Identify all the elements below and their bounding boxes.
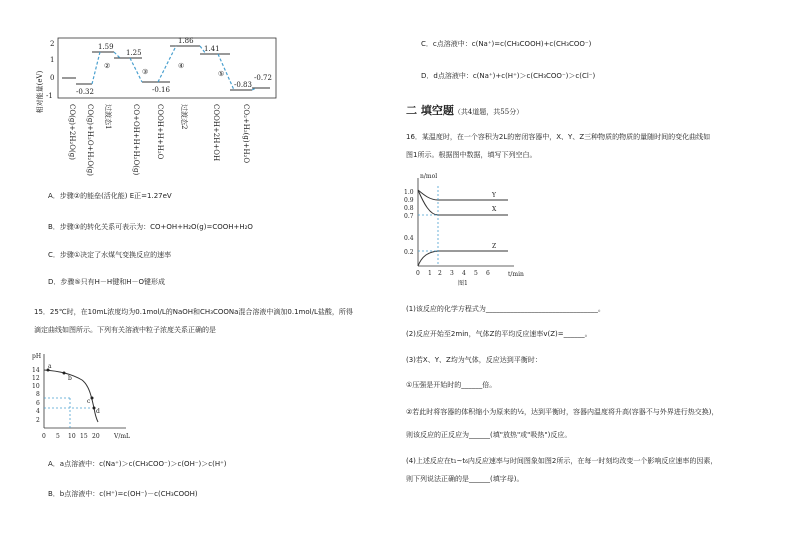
fig1-caption: 图1 [458, 280, 468, 287]
ph-y-tick: 14 [32, 367, 40, 374]
point-label-c: c [87, 398, 91, 405]
species-label: CO(g)+H₂O+H₂O(g) [86, 104, 94, 177]
series-label-z: Z [492, 243, 497, 250]
species-label: COOH+2H+OH [212, 104, 220, 162]
q14-option-b: B．步骤③的转化关系可表示为：CO+OH+H₂O(g)=COOH+H₂O [48, 223, 253, 231]
ph-x-tick: 15 [80, 433, 88, 440]
fig1-x-tick: 1 [428, 270, 432, 277]
energy-y-tick: 1 [50, 56, 55, 64]
ph-titration-chart [30, 350, 140, 442]
q16-sub1: (1)该反应的化学方程式为________________________________。 [406, 305, 605, 313]
point-label-d: d [96, 408, 100, 415]
energy-value: -0.72 [254, 74, 272, 82]
q16-sub4-line1: (4)上述反应在t₁~t₆内反应速率与时间图象如图2所示，在每一时刻均改变一个影响反应速率的因素， [406, 457, 718, 465]
q16-sub2: (2)反应开始至2min，气体Z的平均反应速率v(Z)=______。 [406, 330, 592, 338]
q16-stem-line1: 16．某温度时，在一个容积为2L的密闭容器中，X、Y、Z三种物质的物质的量随时间的变化曲线如 [406, 133, 711, 141]
fig1-y-tick: 0.4 [404, 235, 414, 242]
energy-value: -0.32 [76, 88, 94, 96]
q15-option-c: C．c点溶液中：c(Na⁺)=c(CH₃COOH)+c(CH₃COO⁻) [421, 40, 592, 48]
fig1-x-tick: 6 [486, 270, 490, 277]
ph-y-tick: 2 [36, 417, 40, 424]
fig1-y-tick: 0.9 [404, 197, 414, 204]
fig1-y-tick: 0.8 [404, 205, 414, 212]
fig1-y-tick: 1.0 [404, 189, 414, 196]
step-label: ④ [178, 62, 185, 70]
ph-y-label: pH [32, 353, 42, 360]
ph-y-tick: 6 [36, 400, 40, 407]
species-label: CO+OH+H+H₂O(g) [132, 104, 140, 176]
energy-value: 1.59 [98, 43, 114, 51]
q16-sub4-line2: 则下列说法正确的是______(填字母)。 [406, 475, 524, 483]
q15-option-b: B．b点溶液中：c(H⁺)=c(OH⁻)－c(CH₃COOH) [48, 490, 198, 498]
energy-value: -0.83 [234, 81, 252, 89]
q14-option-c: C．步骤①决定了水煤气变换反应的速率 [48, 251, 172, 259]
ph-x-label: V/mL [114, 433, 131, 440]
energy-y-tick: 2 [50, 40, 55, 48]
fig1-y-label: n/mol [420, 173, 438, 180]
step-label: ② [104, 62, 111, 70]
series-label-y: Y [492, 192, 496, 199]
q16-sub3a: ①压强是开始时的______倍。 [406, 381, 497, 389]
section-heading [406, 102, 523, 118]
fig1-y-tick: 0.2 [404, 249, 414, 256]
q14-option-a: A．步骤②的能垒(活化能) E正=1.27eV [48, 192, 172, 200]
fig1-x-tick: 0 [416, 270, 420, 277]
energy-value: 1.41 [204, 45, 220, 53]
step-label: ⑤ [218, 70, 225, 78]
energy-value: 1.25 [126, 49, 142, 57]
energy-value: -0.16 [152, 86, 170, 94]
section-title: 二 填空题 [406, 104, 454, 117]
q16-sub3: (3)若X、Y、Z均为气体，反应达到平衡时： [406, 356, 542, 364]
energy-y-label: 相对能量(eV) [36, 70, 44, 114]
ph-x-tick: 10 [68, 433, 76, 440]
species-label: 过渡态1 [104, 104, 112, 130]
figure-1-chart [404, 172, 534, 288]
point-label-b: b [68, 375, 72, 382]
species-label: CO₂+H₂(g)+H₂O [242, 104, 250, 164]
q15-stem-line1: 15．25℃时，在10mL浓度均为0.1mol/L的NaOH和CH₃COONa混合溶液中滴加0.1mol/L盐酸，所得 [34, 308, 353, 316]
series-label-x: X [492, 206, 497, 213]
q15-stem-line2: 滴定曲线如图所示。下列有关溶液中粒子浓度关系正确的是 [34, 326, 216, 334]
point-c-marker [91, 397, 94, 400]
energy-path [92, 46, 256, 90]
point-b-marker [63, 372, 66, 375]
ph-y-tick: 12 [32, 375, 40, 382]
point-label-a: a [48, 363, 52, 370]
ph-x-tick: 5 [56, 433, 60, 440]
species-label: 过渡态2 [180, 104, 188, 130]
ph-x-tick: 20 [92, 433, 100, 440]
series-z-line [418, 251, 508, 266]
ph-y-tick: 8 [36, 391, 40, 398]
energy-value: 1.86 [178, 37, 194, 45]
q16-stem-line2: 图1所示。根据图中数据，填写下列空白。 [406, 151, 537, 159]
fig1-x-tick: 5 [474, 270, 478, 277]
ph-y-tick: 4 [36, 408, 40, 415]
q15-option-a: A．a点溶液中：c(Na⁺)＞c(CH₃COO⁻)＞c(OH⁻)＞c(H⁺) [48, 460, 227, 468]
ph-x-tick: 0 [42, 433, 46, 440]
species-label: COOH+H+H₂O [156, 104, 164, 160]
species-label: CO(g)+2H₂O(g) [68, 104, 76, 160]
fig1-x-label: t/min [508, 271, 524, 278]
fig1-x-tick: 3 [450, 270, 454, 277]
q16-sub3b-line2: 则该反应的正反应为______(填"放热"或"吸热")反应。 [406, 431, 572, 439]
q16-sub3b-line1: ②若此时将容器的体积缩小为原来的½，达到平衡时，容器内温度将升高(容器不与外界进行热交换)， [406, 408, 719, 416]
fig1-x-tick: 2 [438, 270, 442, 277]
energy-profile-chart [30, 32, 285, 202]
ph-y-tick: 10 [32, 383, 40, 390]
q14-option-d: D．步骤⑤只有H－H键和H－O键形成 [48, 278, 165, 286]
step-label: ③ [142, 68, 149, 76]
section-note: （共4道题，共55分） [453, 108, 524, 116]
energy-y-tick: -1 [46, 92, 53, 100]
fig1-x-tick: 4 [462, 270, 466, 277]
fig1-y-tick: 0.7 [404, 213, 414, 220]
energy-y-tick: 0 [50, 74, 55, 82]
q15-option-d: D．d点溶液中：c(Na⁺)+c(H⁺)＞c(CH₃COO⁻)＞c(Cl⁻) [421, 72, 596, 80]
